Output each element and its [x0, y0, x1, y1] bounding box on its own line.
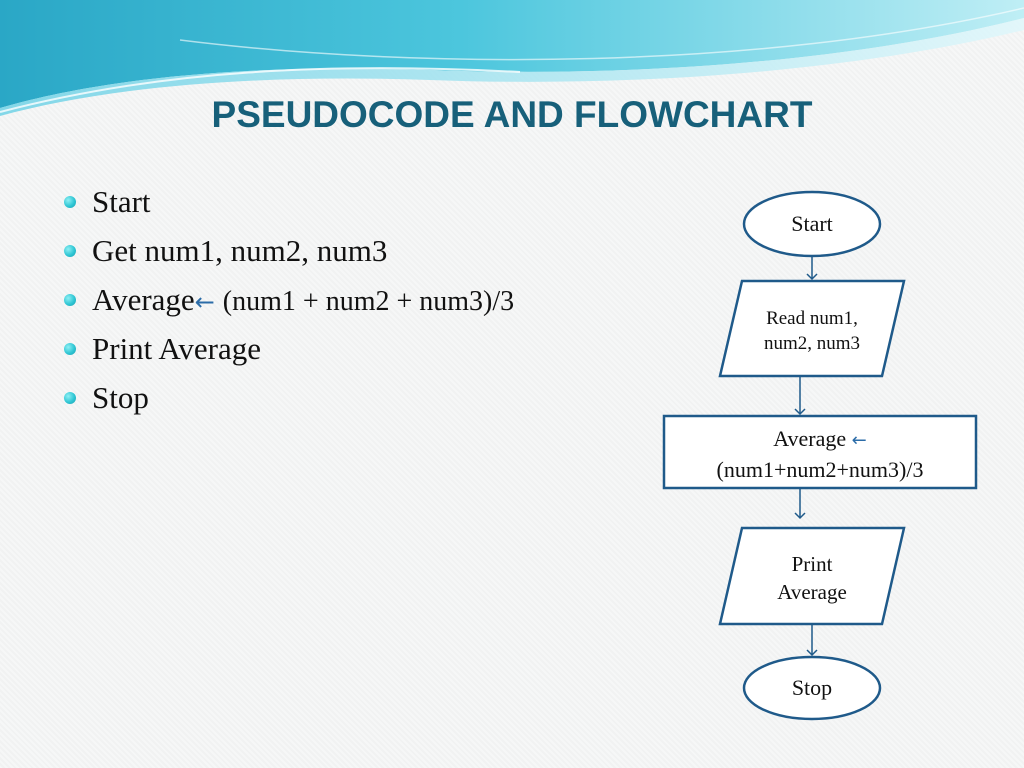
- left-arrow-icon: ←: [851, 430, 867, 451]
- average-word: Average: [773, 426, 847, 451]
- average-process-line: [664, 424, 976, 455]
- average-expression: (num1 + num2 + num3)/3: [222, 286, 515, 317]
- left-arrow-icon: ←: [194, 288, 215, 316]
- start-label: Start: [791, 211, 833, 236]
- print-output-line: Print: [791, 552, 833, 576]
- stop-label: Stop: [791, 675, 833, 700]
- read-input-label: [732, 306, 892, 356]
- average-process-label: [664, 424, 976, 484]
- page-title: PSEUDOCODE AND FLOWCHART: [211, 94, 813, 135]
- pseudocode-line: Start: [92, 184, 151, 219]
- average-process-line: (num1+num2+num3)/3: [716, 457, 924, 482]
- read-input-line: num2, num3: [763, 333, 861, 354]
- pseudocode-line: Average: [92, 282, 195, 317]
- read-input-line: Read num1,: [766, 308, 858, 329]
- pseudocode-line: Print Average: [92, 331, 262, 366]
- print-output-label: [732, 550, 892, 606]
- pseudocode-line: Get num1, num2, num3: [92, 233, 388, 268]
- pseudocode-line: Stop: [92, 380, 149, 415]
- print-output-line: Average: [777, 580, 847, 604]
